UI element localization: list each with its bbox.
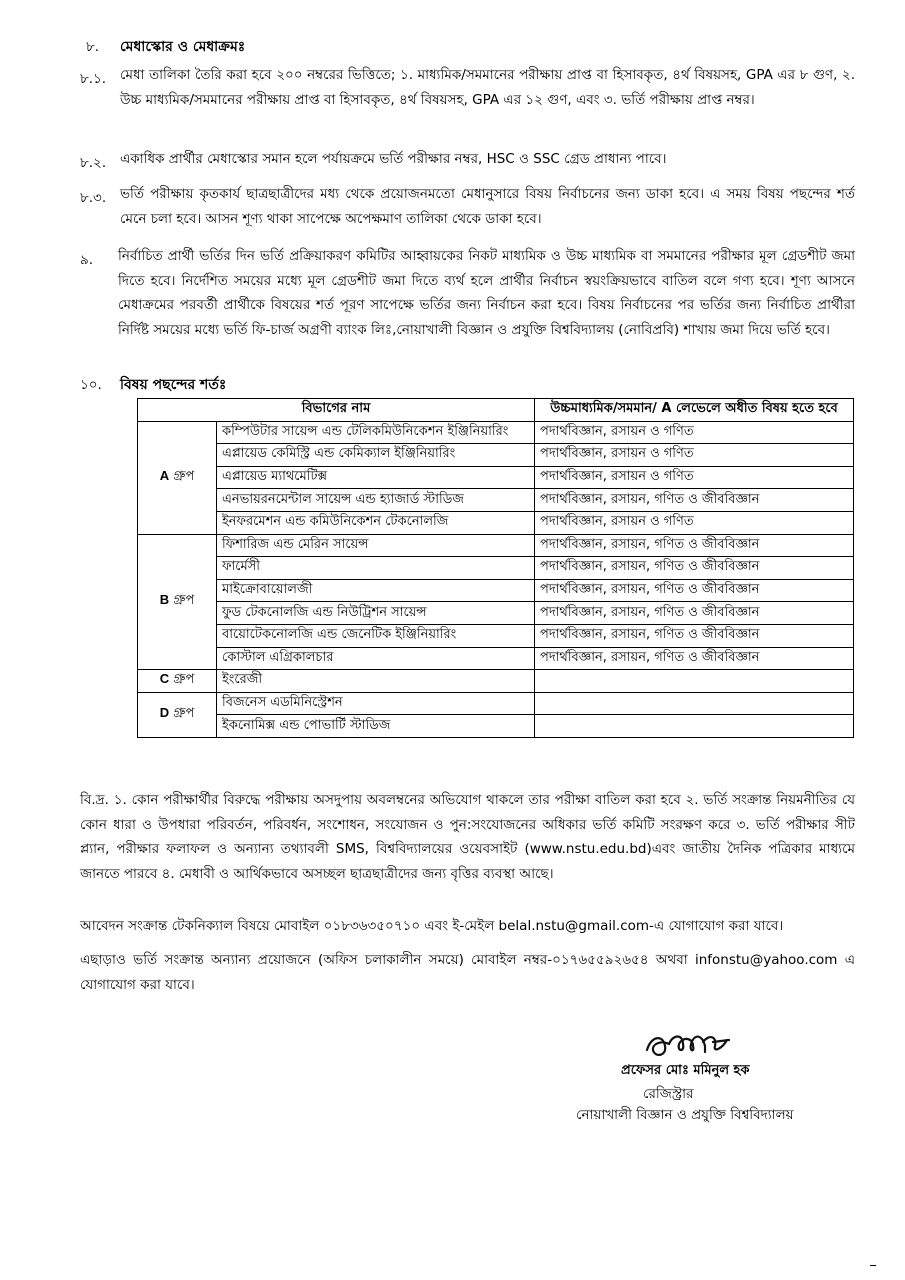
group-b-cell [138, 534, 217, 670]
requirement: পদার্থবিজ্ঞান, রসায়ন, গণিত ও জীববিজ্ঞান [535, 534, 854, 557]
requirement [535, 692, 854, 715]
item-8-3-text: ভর্তি পরীক্ষায় কৃতকার্য ছাত্রছাত্রীদের মধ্য থেকে প্রয়োজনমতো মেধানুসারে বিষয় নির্বাচনের জন্য ডাকা হবে। এ সময় বিষয় পছন্দের শর্ত মেনে চলা হবে। আসন শূণ্য থাকা সাপেক্ষে অপেক্ষমাণ তালিকা থেকে ডাকা হবে। [120, 186, 855, 227]
table-row [138, 647, 854, 670]
requirement: পদার্থবিজ্ঞান, রসায়ন, গণিত ও জীববিজ্ঞান [535, 489, 854, 512]
department-name: বায়োটেকনোলজি এন্ড জেনেটিক ইঞ্জিনিয়ারিং [217, 624, 535, 647]
department-name: ইকনোমিক্স এন্ড পোভার্টি স্টাডিজ [217, 715, 535, 738]
section-9-text: নির্বাচিত প্রার্থী ভর্তির দিন ভর্তি প্রক্রিয়াকরণ কমিটির আহ্বায়কের নিকট মাধ্যমিক ও উচ্চ মাধ্যমিক বা সমমানের পরীক্ষার মূল গ্রেডশীট জমা দিতে হবে। নির্দেশিত সময়ের মধ্যে মূল গ্রেডশীট জমা দিতে ব্যর্থ হলে প্রার্থীর নির্বাচন স্বয়ংক্রিয়ভাবে বাতিল বলে গণ্য হবে। শূণ্য আসনে মেধাক্রমের পরবর্তী প্রার্থীকে বিষয়ের শর্ত পূরণ সাপেক্ষে ভর্তির জন্য নির্বাচন করা হবে। বিষয় নির্বাচনের পর ভর্তির জন্য নির্বাচিত প্রার্থীরা নির্দিষ্ট সময়ের মধ্যে ভর্তি ফি-চার্জ অগ্রণী ব্যাংক লিঃ,নোয়াখালী বিজ্ঞান ও প্রযুক্তি বিশ্ববিদ্যালয় (নোবিপ্রবি) শাখায় জমা দিয়ে ভর্তি হবে। [118, 248, 855, 338]
item-8-2-text: একাধিক প্রার্থীর মেধাস্কোর সমান হলে পর্যায়ক্রমে ভর্তি পরীক্ষার নম্বর, HSC ও SSC গ্রেড প্রাধান্য পাবে। [120, 151, 667, 167]
requirement: পদার্থবিজ্ঞান, রসায়ন, গণিত ও জীববিজ্ঞান [535, 602, 854, 625]
requirement: পদার্থবিজ্ঞান, রসায়ন ও গণিত [535, 466, 854, 489]
table-row [138, 624, 854, 647]
subject-requirements-table [137, 398, 854, 738]
section-9-number: ৯. [80, 252, 94, 268]
group-word: গ্রুপ [173, 469, 195, 485]
group-letter: B [159, 592, 170, 608]
page-edge-mark [870, 1265, 876, 1266]
section-8-title: মেধাস্কোর ও মেধাক্রমঃ [120, 39, 246, 55]
group-c-cell [138, 670, 217, 693]
section-8-number: ৮. [86, 39, 100, 55]
department-name: মাইক্রোবায়োলজী [217, 579, 535, 602]
table-row [138, 534, 854, 557]
department-name: ইংরেজী [217, 670, 535, 693]
group-letter: A [159, 468, 170, 484]
group-word: গ্রুপ [173, 706, 195, 722]
table-row [138, 602, 854, 625]
group-letter: C [159, 671, 170, 687]
table-row [138, 489, 854, 512]
department-name: বিজনেস এডমিনিস্ট্রেশন [217, 692, 535, 715]
section-10-title: বিষয় পছন্দের শর্তঃ [120, 377, 227, 393]
column-header-requirement: উচ্চমাধ্যমিক/সমমান/ A লেভেলে অধীত বিষয় হতে হবে [535, 399, 854, 422]
requirement: পদার্থবিজ্ঞান, রসায়ন ও গণিত [535, 444, 854, 467]
footnote-text: বি.দ্র. ১. কোন পরীক্ষার্থীর বিরুদ্ধে পরীক্ষায় অসদুপায় অবলম্বনের অভিযোগ থাকলে তার পরীক্ষা বাতিল করা হবে ২. ভর্তি সংক্রান্ত নিয়মনীতির যে কোন ধারা ও উপধারা পরিবর্তন, পরিবর্ধন, সংশোধন, সংযোজন ও পুন:সংযোজনের অধিকার ভর্তি কমিটি সংরক্ষণ করে ৩. ভর্তি পরীক্ষার সীট প্ল্যান, পরীক্ষার ফলাফল ও অন্যান্য তথ্যাবলী SMS, বিশ্ববিদ্যালয়ের ওয়েবসাইট (www.nstu.edu.bd)এবং জাতীয় দৈনিক পত্রিকার মাধ্যমে জানতে পারবে ৪. মেধাবী ও আর্থিকভাবে অসচ্ছল ছাত্রছাত্রীদের জন্য বৃত্তির ব্যবস্থা আছে। [80, 792, 855, 882]
column-header-department: বিভাগের নাম [138, 399, 535, 422]
requirement: পদার্থবিজ্ঞান, রসায়ন, গণিত ও জীববিজ্ঞান [535, 557, 854, 580]
department-name: ফুড টেকনোলজি এন্ড নিউট্রিশন সায়েন্স [217, 602, 535, 625]
table-row [138, 557, 854, 580]
contact-general: এছাড়াও ভর্তি সংক্রান্ত অন্যান্য প্রয়োজনে (অফিস চলাকালীন সময়ে) মোবাইল নম্বর-০১৭৬৫৫৯২৬৫৪ অথবা infonstu@yahoo.com এ যোগাযোগ করা যাবে। [80, 952, 855, 993]
department-name: কোস্টাল এগ্রিকালচার [217, 647, 535, 670]
contact-technical: আবেদন সংক্রান্ত টেকনিক্যাল বিষয়ে মোবাইল ০১৮৩৬৩৫০৭১০ এবং ই-মেইল belal.nstu@gmail.com-এ যোগাযোগ করা যাবে। [80, 918, 784, 934]
requirement: পদার্থবিজ্ঞান, রসায়ন ও গণিত [535, 421, 854, 444]
requirement [535, 715, 854, 738]
table-header-row [138, 399, 854, 422]
group-a-cell [138, 421, 217, 534]
table-row [138, 511, 854, 534]
requirement: পদার্থবিজ্ঞান, রসায়ন, গণিত ও জীববিজ্ঞান [535, 647, 854, 670]
department-name: এপ্লায়েড ম্যাথমেটিক্স [217, 466, 535, 489]
group-word: গ্রুপ [173, 593, 195, 609]
item-8-3-number: ৮.৩. [80, 190, 107, 206]
requirement [535, 670, 854, 693]
department-name: এনভায়রনমেন্টাল সায়েন্স এন্ড হ্যাজার্ড স্টাডিজ [217, 489, 535, 512]
table-row [138, 670, 854, 693]
item-8-1-number: ৮.১. [80, 71, 107, 87]
table-row [138, 466, 854, 489]
group-letter: D [159, 705, 170, 721]
section-10-number: ১০. [80, 377, 102, 393]
department-name: ফিশারিজ এন্ড মেরিন সায়েন্স [217, 534, 535, 557]
department-name: এপ্লায়েড কেমিস্ট্রি এন্ড কেমিক্যাল ইঞ্জিনিয়ারিং [217, 444, 535, 467]
department-name: কম্পিউটার সায়েন্স এন্ড টেলিকমিউনিকেশন ইঞ্জিনিয়ারিং [217, 421, 535, 444]
table-row [138, 579, 854, 602]
table-row [138, 421, 854, 444]
item-8-1-text: মেধা তালিকা তৈরি করা হবে ২০০ নম্বরের ভিত্তিতে; ১. মাধ্যমিক/সমমানের পরীক্ষায় প্রাপ্ত বা হিসাবকৃত, ৪র্থ বিষয়সহ, GPA এর ৮ গুণ, ২. উচ্চ মাধ্যমিক/সমমানের পরীক্ষায় প্রাপ্ত বা হিসাবকৃত, ৪র্থ বিষয়সহ, GPA এর ১২ গুণ, এবং ৩. ভর্তি পরীক্ষায় প্রাপ্ত নম্বর। [120, 67, 855, 108]
signatory-title: রেজিস্ট্রার [643, 1086, 694, 1102]
group-d-cell [138, 692, 217, 737]
requirement: পদার্থবিজ্ঞান, রসায়ন ও গণিত [535, 511, 854, 534]
requirement: পদার্থবিজ্ঞান, রসায়ন, গণিত ও জীববিজ্ঞান [535, 624, 854, 647]
handwritten-signature [643, 1022, 733, 1062]
table-row [138, 444, 854, 467]
table-row [138, 692, 854, 715]
signatory-name: প্রফেসর মোঃ মমিনুল হক [621, 1063, 750, 1078]
signatory-organization: নোয়াখালী বিজ্ঞান ও প্রযুক্তি বিশ্ববিদ্যালয় [576, 1107, 794, 1123]
department-name: ইনফরমেশন এন্ড কমিউনিকেশন টেকনোলজি [217, 511, 535, 534]
department-name: ফার্মেসী [217, 557, 535, 580]
item-8-2-number: ৮.২. [80, 155, 107, 171]
requirement: পদার্থবিজ্ঞান, রসায়ন, গণিত ও জীববিজ্ঞান [535, 579, 854, 602]
table-row [138, 715, 854, 738]
group-word: গ্রুপ [173, 672, 195, 688]
